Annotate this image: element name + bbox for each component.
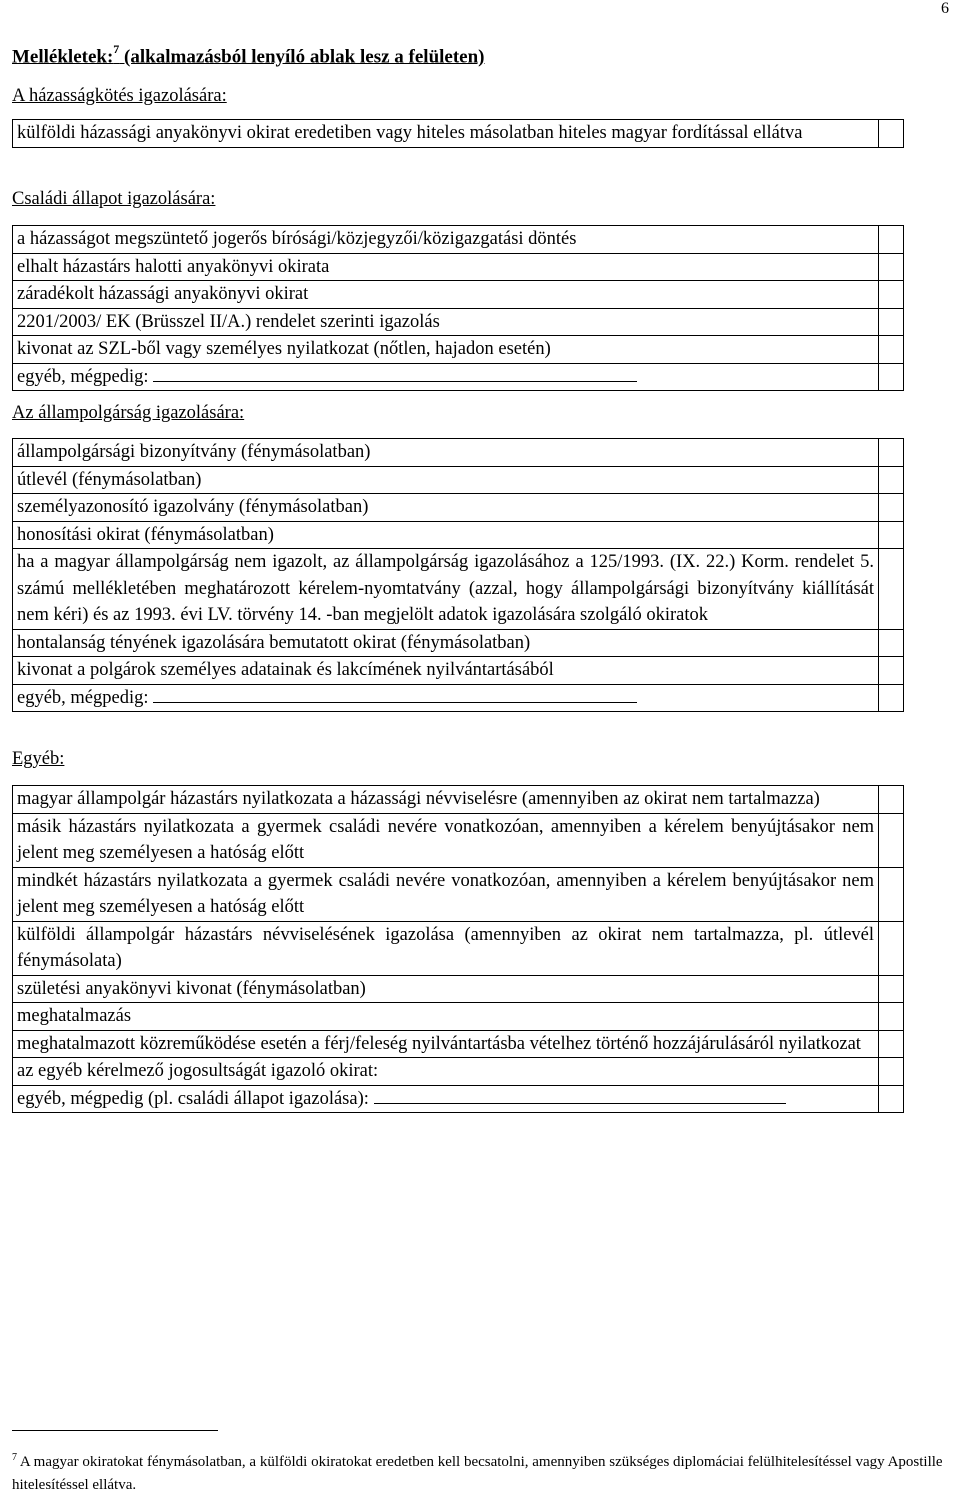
- item-other: [13, 363, 879, 391]
- checkbox[interactable]: [879, 1003, 904, 1031]
- checkbox[interactable]: [879, 921, 904, 975]
- footnote-number: 7: [12, 1452, 17, 1463]
- checklist-citizenship: [12, 438, 904, 712]
- item-label: meghatalmazás: [13, 1003, 879, 1031]
- checklist-other: [12, 785, 904, 1113]
- checklist-row: [13, 226, 904, 254]
- checklist-row: [13, 813, 904, 867]
- item-label: útlevél (fénymásolatban): [13, 466, 879, 494]
- item-label: hontalanság tényének igazolására bemutatott okirat (fénymásolatban): [13, 629, 879, 657]
- item-label: magyar állampolgár házastárs nyilatkozata a házassági névviselésre (amennyiben az okirat nem tartalmazza): [13, 786, 879, 814]
- item-label: egyéb, mégpedig:: [17, 366, 149, 387]
- checkbox[interactable]: [879, 120, 904, 148]
- checklist-row: [13, 466, 904, 494]
- item-label: kivonat az SZL-ből vagy személyes nyilatkozat (nőtlen, hajadon esetén): [13, 336, 879, 364]
- page-title: [12, 44, 485, 68]
- item-label: az egyéb kérelmező jogosultságát igazoló okirat:: [13, 1058, 879, 1086]
- checkbox[interactable]: [879, 684, 904, 712]
- checklist-row: [13, 336, 904, 364]
- checkbox[interactable]: [879, 336, 904, 364]
- checklist-row: [13, 684, 904, 712]
- checklist-row: [13, 1085, 904, 1113]
- fill-in-line[interactable]: [153, 701, 637, 703]
- checklist-row: [13, 629, 904, 657]
- item-label: külföldi állampolgár házastárs névviselésének igazolása (amennyiben az okirat nem tartalmazza, pl. útlevél fénymásolata): [13, 921, 879, 975]
- checklist-row: [13, 867, 904, 921]
- checklist-row: [13, 549, 904, 630]
- item-label: a házasságot megszüntető jogerős bírósági/közjegyzői/közigazgatási döntés: [13, 226, 879, 254]
- item-label: mindkét házastárs nyilatkozata a gyermek családi nevére vonatkozóan, amennyiben a kérelem benyújtásakor nem jelent meg személyesen a hatóság előtt: [13, 867, 879, 921]
- checkbox[interactable]: [879, 226, 904, 254]
- footnote-ref: 7: [113, 42, 120, 56]
- checklist-marital-status: [12, 225, 904, 391]
- item-label: másik házastárs nyilatkozata a gyermek családi nevére vonatkozóan, amennyiben a kérelem benyújtásakor nem jelent meg személyesen a hatóság előtt: [13, 813, 879, 867]
- item-label: honosítási okirat (fénymásolatban): [13, 521, 879, 549]
- checklist-row: [13, 975, 904, 1003]
- item-label: külföldi házassági anyakönyvi okirat eredetiben vagy hiteles másolatban hiteles magyar fordítással ellátva: [13, 120, 879, 148]
- checklist-row: [13, 786, 904, 814]
- item-label: személyazonosító igazolvány (fénymásolatban): [13, 494, 879, 522]
- item-label: kivonat a polgárok személyes adatainak és lakcímének nyilvántartásából: [13, 657, 879, 685]
- checklist-row: [13, 657, 904, 685]
- section-title-marital-status: Családi állapot igazolására:: [12, 189, 216, 209]
- checkbox[interactable]: [879, 521, 904, 549]
- fill-in-line[interactable]: [153, 380, 637, 382]
- item-label: ha a magyar állampolgárság nem igazolt, az állampolgárság igazolásához a 125/1993. (IX. 22.) Korm. rendelet 5. számú mellékletében meghatározott kérelem-nyomtatvány (azzal, hogy állampolgársági bizonyítvány kiállítását nem kéri) és az 1993. évi LV. törvény 14. -ban megjelölt adatok igazolására szolgáló okiratok: [13, 549, 879, 630]
- checkbox[interactable]: [879, 308, 904, 336]
- checklist-row: [13, 521, 904, 549]
- checkbox[interactable]: [879, 494, 904, 522]
- checkbox[interactable]: [879, 786, 904, 814]
- checklist-row: [13, 120, 904, 148]
- item-label: állampolgársági bizonyítvány (fénymásolatban): [13, 439, 879, 467]
- title-parenthetical: (alkalmazásból lenyíló ablak lesz a felületen): [119, 46, 485, 68]
- checklist-marriage: [12, 119, 904, 148]
- fill-in-line[interactable]: [374, 1102, 786, 1104]
- checklist-row: [13, 494, 904, 522]
- item-label: születési anyakönyvi kivonat (fénymásolatban): [13, 975, 879, 1003]
- title-text: Mellékletek:: [12, 46, 114, 68]
- checklist-row: [13, 1003, 904, 1031]
- section-title-other: Egyéb:: [12, 749, 65, 769]
- checkbox[interactable]: [879, 549, 904, 630]
- checkbox[interactable]: [879, 867, 904, 921]
- checklist-row: [13, 1030, 904, 1058]
- checkbox[interactable]: [879, 629, 904, 657]
- section-title-marriage: A házasságkötés igazolására:: [12, 86, 227, 106]
- checklist-row: [13, 921, 904, 975]
- checklist-row: [13, 1058, 904, 1086]
- section-title-citizenship: Az állampolgárság igazolására:: [12, 403, 245, 423]
- item-label: egyéb, mégpedig (pl. családi állapot igazolása):: [17, 1088, 369, 1109]
- checkbox[interactable]: [879, 439, 904, 467]
- checkbox[interactable]: [879, 1085, 904, 1113]
- checkbox[interactable]: [879, 657, 904, 685]
- item-label: 2201/2003/ EK (Brüsszel II/A.) rendelet szerinti igazolás: [13, 308, 879, 336]
- footnote: [12, 1446, 948, 1497]
- checkbox[interactable]: [879, 975, 904, 1003]
- item-label: elhalt házastárs halotti anyakönyvi okirata: [13, 253, 879, 281]
- checkbox[interactable]: [879, 813, 904, 867]
- item-label: egyéb, mégpedig:: [17, 687, 149, 708]
- checkbox[interactable]: [879, 1058, 904, 1086]
- page-number: 6: [941, 0, 949, 17]
- checklist-row: [13, 363, 904, 391]
- checklist-row: [13, 253, 904, 281]
- checklist-row: [13, 308, 904, 336]
- checklist-row: [13, 281, 904, 309]
- item-label: záradékolt házassági anyakönyvi okirat: [13, 281, 879, 309]
- item-label: meghatalmazott közreműködése esetén a férj/feleség nyilvántartásba vételhez történő hozzájárulásáról nyilatkozat: [13, 1030, 879, 1058]
- footnote-separator: [12, 1430, 218, 1431]
- item-other: [13, 684, 879, 712]
- checkbox[interactable]: [879, 253, 904, 281]
- checkbox[interactable]: [879, 281, 904, 309]
- checklist-row: [13, 439, 904, 467]
- checkbox[interactable]: [879, 1030, 904, 1058]
- item-other: [13, 1085, 879, 1113]
- checkbox[interactable]: [879, 363, 904, 391]
- footnote-text: A magyar okiratokat fénymásolatban, a külföldi okiratokat eredetben kell becsatolni, amennyiben szükséges diplomáciai felülhitelesítéssel vagy Apostille hitelesítéssel ellátva.: [12, 1454, 943, 1493]
- checkbox[interactable]: [879, 466, 904, 494]
